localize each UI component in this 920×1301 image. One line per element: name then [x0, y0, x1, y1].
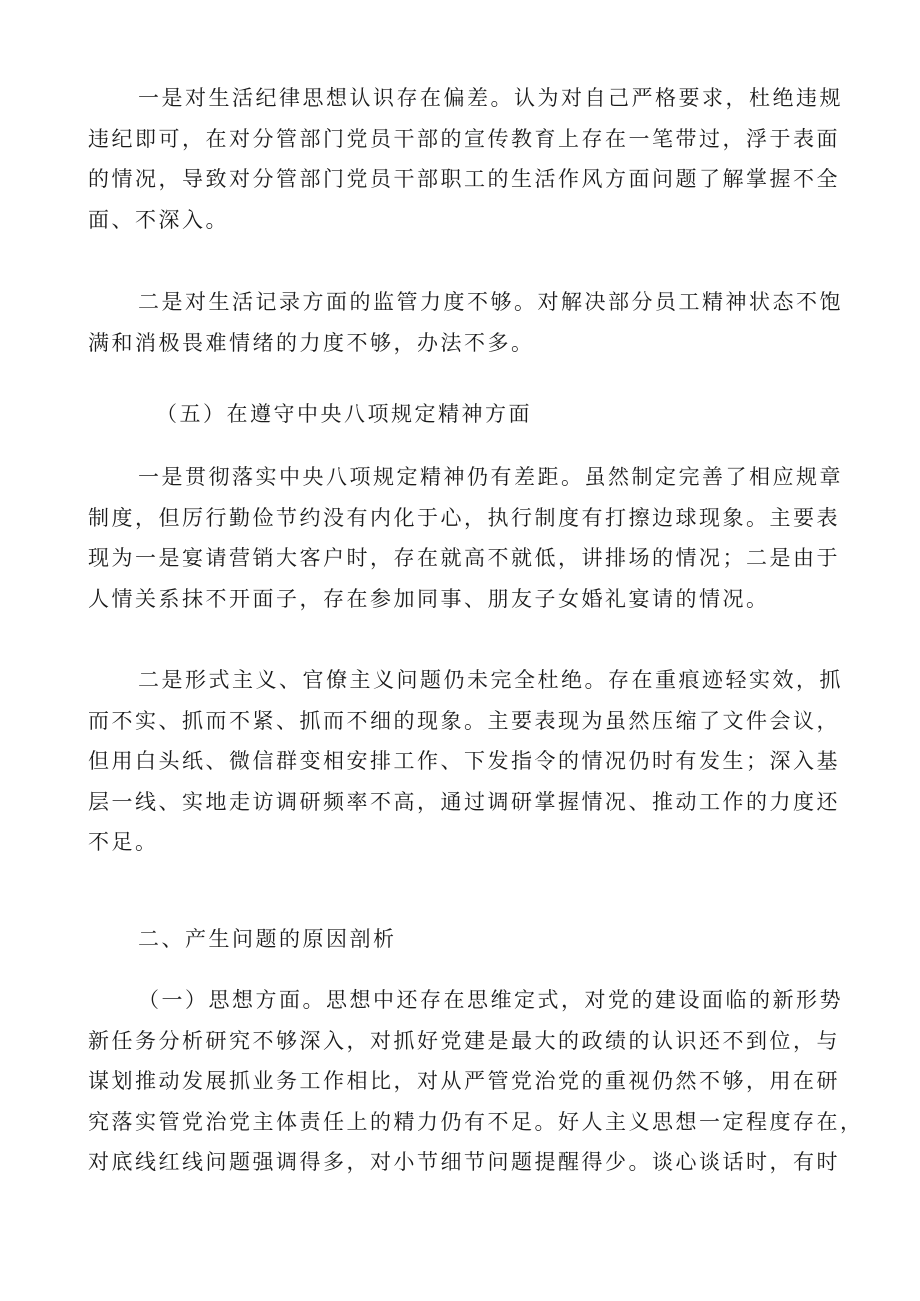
text-line: 一是对生活纪律思想认识存在偏差。认为对自己严格要求，杜绝违规 — [138, 86, 843, 110]
text-line: 满和消极畏难情绪的力度不够，办法不多。 — [88, 330, 535, 355]
paragraph-eight-regulations-gap — [88, 457, 844, 619]
text-line: 二是形式主义、官僚主义问题仍未完全杜绝。存在重痕迹轻实效，抓 — [138, 668, 843, 692]
paragraph-ideological-aspect — [88, 980, 864, 1183]
text-line: 而不实、抓而不紧、抓而不细的现象。主要表现为虽然压缩了文件会议， — [88, 708, 840, 733]
text-line: 二是对生活记录方面的监管力度不够。对解决部分员工精神状态不饱 — [138, 290, 843, 314]
text-line: 人情关系抹不开面子，存在参加同事、朋友子女婚礼宴请的情况。 — [88, 586, 770, 611]
text-line: （一）思想方面。思想中还存在思维定式，对党的建设面临的新形势 — [138, 988, 843, 1012]
text-line: 违纪即可，在对分管部门党员干部的宣传教育上存在一笔带过，浮于表面 — [88, 126, 840, 151]
paragraph-life-record-supervision — [88, 282, 844, 363]
text-line: 面、不深入。 — [88, 207, 229, 232]
text-line: 谋划推动发展抓业务工作相比，对从严管党治党的重视仍然不够，用在研 — [88, 1069, 840, 1093]
paragraph-formalism-bureaucratism — [88, 660, 844, 863]
paragraph-life-discipline-awareness — [88, 78, 844, 240]
text-line: 一是贯彻落实中央八项规定精神仍有差距。虽然制定完善了相应规章 — [138, 465, 843, 489]
text-line: 新任务分析研究不够深入，对抓好党建是最大的政绩的认识还不到位，与 — [88, 1028, 840, 1053]
text-line: 层一线、实地走访调研频率不高，通过调研掌握情况、推动工作的力度还 — [88, 789, 840, 814]
text-line: 究落实管党治党主体责任上的精力仍有不足。好人主义思想一定程度存在， — [88, 1109, 864, 1134]
text-line: 的情况，导致对分管部门党员干部职工的生活作风方面问题了解掌握不全 — [88, 167, 840, 191]
section-heading-eight-regulations — [88, 394, 844, 435]
text-line: 现为一是宴请营销大客户时，存在就高不就低，讲排场的情况；二是由于 — [88, 546, 840, 570]
text-line: 制度，但厉行勤俭节约没有内化于心，执行制度有打擦边球现象。主要表 — [88, 505, 840, 530]
text-line: （五）在遵守中央八项规定精神方面 — [156, 402, 532, 426]
text-line: 但用白头纸、微信群变相安排工作、下发指令的情况仍时有发生；深入基 — [88, 749, 840, 773]
text-line: 不足。 — [88, 830, 159, 854]
text-line: 对底线红线问题强调得多，对小节细节问题提醒得少。谈心谈话时，有时 — [88, 1150, 840, 1174]
section-heading-cause-analysis — [88, 919, 844, 960]
text-line: 二、产生问题的原因剖析 — [138, 927, 397, 951]
